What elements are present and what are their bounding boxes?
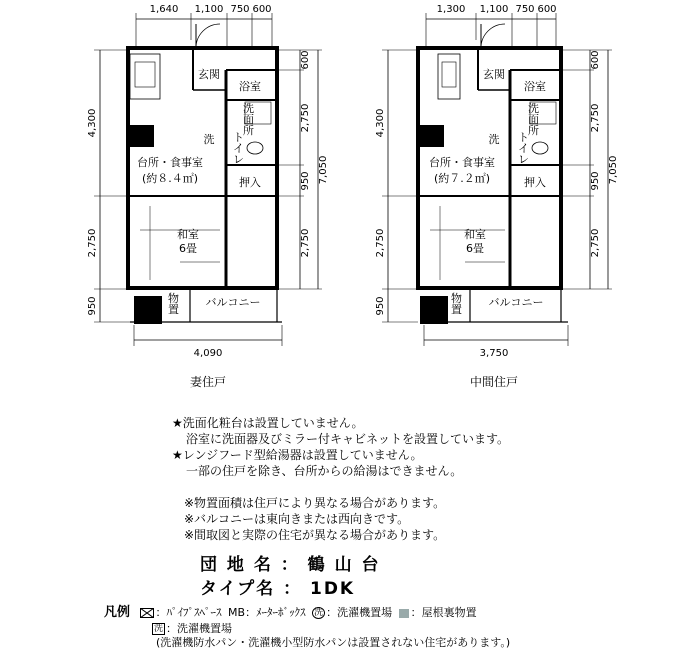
legend-washer-2: ：洗濯機置場	[166, 622, 233, 635]
left-dim-1: 4,300	[87, 108, 98, 138]
left-dim-3: 950	[87, 296, 98, 316]
type-name: タイプ名 ： 1DK	[200, 579, 356, 599]
storage-char-1: 物	[168, 292, 179, 305]
top-dim-3: 750	[230, 4, 250, 15]
storage-char-2: 置	[451, 303, 462, 316]
washer-square-icon: 洗	[154, 624, 164, 634]
kitchen-area: (約７.２㎡)	[433, 172, 491, 185]
kitchen-label: 台所・食事室	[429, 156, 495, 169]
washroom-char-2: 面	[243, 113, 254, 126]
note-6: ※バルコニーは東向きまたは西向きです。	[184, 512, 410, 526]
left-dim-3: 950	[375, 296, 386, 316]
legend-washer-note: (洗濯機防水パン・洗濯機小型防水パンは設置されない住宅があります。)	[156, 636, 511, 649]
wash-mark: 洗	[203, 133, 215, 146]
right-total-dim: 7,050	[608, 155, 619, 185]
pipe-space-icon	[140, 608, 154, 618]
washroom-label	[528, 101, 539, 137]
note-5: ※物置面積は住戸により異なる場合があります。	[184, 496, 446, 510]
storage-label	[451, 291, 462, 316]
fridge-block	[130, 125, 154, 147]
top-dim-3: 750	[515, 4, 535, 15]
legend-row-1	[104, 601, 477, 620]
washroom-char-1: 洗	[528, 102, 539, 115]
right-dim-4: 2,750	[590, 228, 601, 258]
plan-end-unit	[87, 4, 329, 389]
toilet-char-2: イ	[518, 142, 529, 155]
washitsu-label: 和室	[177, 228, 199, 241]
washroom-char-2: 面	[528, 113, 539, 126]
right-dim-2: 2,750	[300, 103, 311, 133]
toilet-char-1: ト	[233, 131, 244, 144]
right-dim-1: 600	[300, 50, 311, 70]
washitsu-size: 6畳	[179, 242, 197, 255]
washer-circle-icon: 洗	[314, 608, 324, 618]
legend-mb: MB	[228, 606, 246, 619]
top-dim-4: 600	[537, 4, 557, 15]
note-3: ★レンジフード型給湯器は設置していません。	[172, 448, 423, 462]
top-dim-1: 1,640	[149, 4, 179, 15]
kitchen-area: (約８.４㎡)	[141, 172, 199, 185]
note-7: ※間取図と実際の住宅が異なる場合があります。	[184, 528, 446, 542]
right-dim-2: 2,750	[590, 103, 601, 133]
wash-mark: 洗	[488, 133, 500, 146]
legend-washer: ：洗濯機置場	[326, 606, 393, 619]
top-dim-1: 1,300	[436, 4, 466, 15]
washroom-char-3: 所	[243, 124, 254, 137]
top-dim-2: 1,100	[194, 4, 224, 15]
plan-caption: 妻住戸	[189, 375, 227, 389]
washroom-char-1: 洗	[243, 102, 254, 115]
attic-swatch-icon	[399, 609, 409, 618]
toilet-label	[518, 131, 529, 166]
storage-char-2: 置	[168, 303, 179, 316]
left-dim-1: 4,300	[375, 108, 386, 138]
plan-middle-unit	[375, 4, 619, 389]
left-dim-2: 2,750	[375, 228, 386, 258]
bath-label: 浴室	[524, 80, 546, 93]
left-dim-2: 2,750	[87, 228, 98, 258]
bottom-dim: 4,090	[193, 348, 223, 359]
washitsu-label: 和室	[464, 228, 486, 241]
storage-char-1: 物	[451, 292, 462, 305]
kitchen-label: 台所・食事室	[137, 156, 203, 169]
note-2: 浴室に洗面器及びミラー付キャビネットを設置しています。	[186, 432, 510, 446]
note-1: ★洗面化粧台は設置していません。	[172, 416, 364, 430]
complex-name: 団 地 名 ： 鶴 山 台	[200, 555, 381, 575]
legend-attic: ：屋根裏物置	[410, 606, 477, 619]
washitsu-size: 6畳	[466, 242, 484, 255]
closet-label: 押入	[524, 176, 546, 189]
legend-title: 凡例	[104, 605, 131, 620]
storage-label	[168, 291, 179, 316]
closet-label: 押入	[239, 176, 261, 189]
balcony-label: バルコニー	[205, 296, 261, 309]
fridge-block	[420, 125, 444, 147]
right-dim-4: 2,750	[300, 228, 311, 258]
bath-label: 浴室	[239, 80, 261, 93]
balcony-label: バルコニー	[488, 296, 544, 309]
right-dim-1: 600	[590, 50, 601, 70]
toilet-char-1: ト	[518, 131, 529, 144]
legend-pipe-space: ：ﾊﾟｲﾌﾟｽﾍﾟｰｽ	[155, 606, 222, 619]
legend-meter-box: ：ﾒｰﾀｰﾎﾞｯｸｽ	[245, 606, 306, 619]
bottom-dim: 3,750	[479, 348, 509, 359]
toilet-char-3: レ	[518, 153, 529, 166]
entrance-label: 玄関	[198, 68, 220, 81]
washroom-label	[243, 101, 254, 137]
right-dim-3: 950	[300, 171, 311, 191]
right-total-dim: 7,050	[318, 155, 329, 185]
entrance-label: 玄関	[483, 68, 505, 81]
toilet-label	[233, 131, 244, 166]
toilet-char-2: イ	[233, 142, 244, 155]
toilet-char-3: レ	[233, 153, 244, 166]
washroom-char-3: 所	[528, 124, 539, 137]
top-dim-4: 600	[252, 4, 272, 15]
plan-caption: 中間住戸	[469, 375, 519, 389]
note-4: 一部の住戸を除き、台所からの給湯はできません。	[186, 464, 463, 478]
right-dim-3: 950	[590, 171, 601, 191]
top-dim-2: 1,100	[479, 4, 509, 15]
